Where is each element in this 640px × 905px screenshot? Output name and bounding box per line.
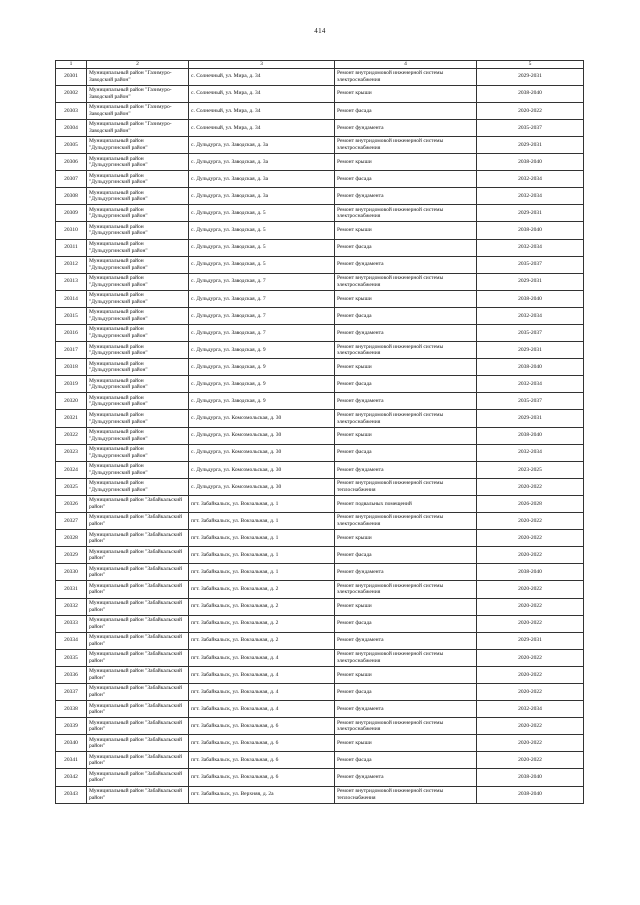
work-type-cell: Ремонт крыши — [335, 359, 477, 376]
row-number-cell: 20308 — [56, 188, 87, 205]
municipality-cell: Муниципальный район "Дульдургинский район" — [87, 307, 189, 324]
row-number-cell: 20327 — [56, 513, 87, 530]
work-type-cell: Ремонт крыши — [335, 427, 477, 444]
municipality-cell: Муниципальный район "Дульдургинский район" — [87, 136, 189, 153]
address-cell: пгт. Забайкальск, ул. Вокзальная, д. 1 — [189, 513, 335, 530]
period-cell: 2020-2022 — [477, 598, 584, 615]
municipality-cell: Муниципальный район "Дульдургинский район" — [87, 188, 189, 205]
table-row — [56, 786, 584, 803]
work-type-cell: Ремонт внутридомовой инженерной системы электроснабжения — [335, 273, 477, 290]
work-type-cell: Ремонт подвальных помещений — [335, 495, 477, 512]
row-number-cell: 20309 — [56, 205, 87, 222]
row-number-cell: 20316 — [56, 325, 87, 342]
row-number-cell: 20335 — [56, 649, 87, 666]
work-type-cell: Ремонт фундамента — [335, 564, 477, 581]
municipality-cell: Муниципальный район "Забайкальский район" — [87, 735, 189, 752]
table-row — [56, 581, 584, 598]
row-number-cell: 20314 — [56, 290, 87, 307]
address-cell: пгт. Забайкальск, ул. Вокзальная, д. 1 — [189, 495, 335, 512]
work-type-cell: Ремонт фасада — [335, 171, 477, 188]
work-type-cell: Ремонт фундамента — [335, 188, 477, 205]
municipality-cell: Муниципальный район "Забайкальский район" — [87, 547, 189, 564]
capital-repair-table — [55, 60, 584, 804]
work-type-cell: Ремонт фасада — [335, 307, 477, 324]
table-row — [56, 154, 584, 171]
row-number-cell: 20319 — [56, 376, 87, 393]
table-row — [56, 188, 584, 205]
address-cell: пгт. Забайкальск, ул. Вокзальная, д. 1 — [189, 530, 335, 547]
address-cell: пгт. Забайкальск, ул. Вокзальная, д. 6 — [189, 735, 335, 752]
municipality-cell: Муниципальный район "Забайкальский район" — [87, 752, 189, 769]
municipality-cell: Муниципальный район "Дульдургинский район" — [87, 256, 189, 273]
row-number-cell: 20343 — [56, 786, 87, 803]
row-number-cell: 20301 — [56, 68, 87, 85]
period-cell: 2020-2022 — [477, 547, 584, 564]
work-type-cell: Ремонт внутридомовой инженерной системы электроснабжения — [335, 718, 477, 735]
table-row — [56, 530, 584, 547]
period-cell: 2026-2028 — [477, 495, 584, 512]
address-cell: с. Дульдурга, ул. Заводская, д. 7 — [189, 290, 335, 307]
address-cell: пгт. Забайкальск, ул. Вокзальная, д. 2 — [189, 615, 335, 632]
address-cell: с. Дульдурга, ул. Заводская, д. 5 — [189, 256, 335, 273]
row-number-cell: 20310 — [56, 222, 87, 239]
work-type-cell: Ремонт внутридомовой инженерной системы электроснабжения — [335, 136, 477, 153]
row-number-cell: 20306 — [56, 154, 87, 171]
address-cell: пгт. Забайкальск, ул. Вокзальная, д. 2 — [189, 632, 335, 649]
municipality-cell: Муниципальный район "Забайкальский район" — [87, 666, 189, 683]
work-type-cell: Ремонт фасада — [335, 102, 477, 119]
table-row — [56, 171, 584, 188]
address-cell: с. Дульдурга, ул. Заводская, д. 7 — [189, 325, 335, 342]
table-row — [56, 359, 584, 376]
table-row — [56, 325, 584, 342]
address-cell: пгт. Забайкальск, ул. Вокзальная, д. 1 — [189, 547, 335, 564]
period-cell: 2032-2034 — [477, 307, 584, 324]
work-type-cell: Ремонт внутридомовой инженерной системы теплоснабжения — [335, 786, 477, 803]
row-number-cell: 20302 — [56, 85, 87, 102]
table-row — [56, 119, 584, 136]
address-cell: с. Дульдурга, ул. Комсомольская, д. 30 — [189, 444, 335, 461]
row-number-cell: 20326 — [56, 495, 87, 512]
period-cell: 2038-2040 — [477, 564, 584, 581]
table-row — [56, 632, 584, 649]
table-row — [56, 205, 584, 222]
municipality-cell: Муниципальный район "Дульдургинский район" — [87, 444, 189, 461]
municipality-cell: Муниципальный район "Дульдургинский район" — [87, 290, 189, 307]
table-row — [56, 376, 584, 393]
municipality-cell: Муниципальный район "Газимуро-Заводский район" — [87, 85, 189, 102]
municipality-cell: Муниципальный район "Забайкальский район" — [87, 649, 189, 666]
period-cell: 2020-2022 — [477, 683, 584, 700]
municipality-cell: Муниципальный район "Забайкальский район" — [87, 495, 189, 512]
address-cell: с. Дульдурга, ул. Заводская, д. 3а — [189, 188, 335, 205]
address-cell: пгт. Забайкальск, ул. Вокзальная, д. 1 — [189, 564, 335, 581]
table-row — [56, 701, 584, 718]
work-type-cell: Ремонт фундамента — [335, 325, 477, 342]
address-cell: пгт. Забайкальск, ул. Вокзальная, д. 6 — [189, 718, 335, 735]
work-type-cell: Ремонт фасада — [335, 683, 477, 700]
municipality-cell: Муниципальный район "Дульдургинский район" — [87, 171, 189, 188]
municipality-cell: Муниципальный район "Дульдургинский район" — [87, 205, 189, 222]
period-cell: 2029-2031 — [477, 342, 584, 359]
municipality-cell: Муниципальный район "Забайкальский район" — [87, 632, 189, 649]
municipality-cell: Муниципальный район "Забайкальский район" — [87, 598, 189, 615]
row-number-cell: 20304 — [56, 119, 87, 136]
address-cell: с. Дульдурга, ул. Комсомольская, д. 30 — [189, 427, 335, 444]
address-cell: пгт. Забайкальск, ул. Вокзальная, д. 4 — [189, 649, 335, 666]
row-number-cell: 20313 — [56, 273, 87, 290]
row-number-cell: 20307 — [56, 171, 87, 188]
table-row — [56, 222, 584, 239]
table-row — [56, 615, 584, 632]
period-cell: 2032-2034 — [477, 701, 584, 718]
municipality-cell: Муниципальный район "Дульдургинский район" — [87, 342, 189, 359]
period-cell: 2020-2022 — [477, 478, 584, 495]
address-cell: пгт. Забайкальск, ул. Вокзальная, д. 4 — [189, 683, 335, 700]
municipality-cell: Муниципальный район "Дульдургинский район" — [87, 325, 189, 342]
period-cell: 2035-2037 — [477, 119, 584, 136]
period-cell: 2029-2031 — [477, 632, 584, 649]
municipality-cell: Муниципальный район "Газимуро-Заводский район" — [87, 68, 189, 85]
row-number-cell: 20342 — [56, 769, 87, 786]
work-type-cell: Ремонт фасада — [335, 376, 477, 393]
address-cell: пгт. Забайкальск, ул. Вокзальная, д. 6 — [189, 769, 335, 786]
period-cell: 2020-2022 — [477, 718, 584, 735]
column-header: 4 — [335, 61, 477, 69]
table-row — [56, 342, 584, 359]
period-cell: 2023-2025 — [477, 461, 584, 478]
work-type-cell: Ремонт внутридомовой инженерной системы электроснабжения — [335, 68, 477, 85]
row-number-cell: 20336 — [56, 666, 87, 683]
municipality-cell: Муниципальный район "Дульдургинский район" — [87, 273, 189, 290]
work-type-cell: Ремонт фундамента — [335, 632, 477, 649]
row-number-cell: 20318 — [56, 359, 87, 376]
municipality-cell: Муниципальный район "Забайкальский район" — [87, 701, 189, 718]
period-cell: 2038-2040 — [477, 85, 584, 102]
work-type-cell: Ремонт крыши — [335, 666, 477, 683]
address-cell: с. Дульдурга, ул. Заводская, д. 5 — [189, 222, 335, 239]
row-number-cell: 20334 — [56, 632, 87, 649]
address-cell: с. Дульдурга, ул. Комсомольская, д. 30 — [189, 410, 335, 427]
table-row — [56, 649, 584, 666]
table-row — [56, 735, 584, 752]
row-number-cell: 20322 — [56, 427, 87, 444]
work-type-cell: Ремонт крыши — [335, 222, 477, 239]
period-cell: 2020-2022 — [477, 513, 584, 530]
address-cell: с. Дульдурга, ул. Заводская, д. 7 — [189, 307, 335, 324]
municipality-cell: Муниципальный район "Забайкальский район" — [87, 564, 189, 581]
period-cell: 2032-2034 — [477, 444, 584, 461]
period-cell: 2032-2034 — [477, 376, 584, 393]
work-type-cell: Ремонт фундамента — [335, 119, 477, 136]
address-cell: пгт. Забайкальск, ул. Вокзальная, д. 2 — [189, 581, 335, 598]
work-type-cell: Ремонт внутридомовой инженерной системы теплоснабжения — [335, 478, 477, 495]
work-type-cell: Ремонт внутридомовой инженерной системы электроснабжения — [335, 342, 477, 359]
work-type-cell: Ремонт внутридомовой инженерной системы электроснабжения — [335, 410, 477, 427]
row-number-cell: 20324 — [56, 461, 87, 478]
municipality-cell: Муниципальный район "Дульдургинский район" — [87, 410, 189, 427]
row-number-cell: 20338 — [56, 701, 87, 718]
period-cell: 2038-2040 — [477, 222, 584, 239]
municipality-cell: Муниципальный район "Забайкальский район" — [87, 718, 189, 735]
table-row — [56, 239, 584, 256]
address-cell: пгт. Забайкальск, ул. Вокзальная, д. 4 — [189, 666, 335, 683]
table-row — [56, 307, 584, 324]
work-type-cell: Ремонт фундамента — [335, 393, 477, 410]
period-cell: 2020-2022 — [477, 752, 584, 769]
period-cell: 2020-2022 — [477, 666, 584, 683]
address-cell: с. Солнечный, ул. Мира, д. 34 — [189, 85, 335, 102]
work-type-cell: Ремонт фасада — [335, 239, 477, 256]
address-cell: с. Дульдурга, ул. Заводская, д. 3а — [189, 171, 335, 188]
table-row — [56, 102, 584, 119]
municipality-cell: Муниципальный район "Забайкальский район" — [87, 615, 189, 632]
table-row — [56, 290, 584, 307]
row-number-cell: 20333 — [56, 615, 87, 632]
work-type-cell: Ремонт внутридомовой инженерной системы электроснабжения — [335, 581, 477, 598]
row-number-cell: 20330 — [56, 564, 87, 581]
municipality-cell: Муниципальный район "Забайкальский район" — [87, 683, 189, 700]
address-cell: с. Солнечный, ул. Мира, д. 34 — [189, 119, 335, 136]
work-type-cell: Ремонт фасада — [335, 615, 477, 632]
work-type-cell: Ремонт крыши — [335, 735, 477, 752]
work-type-cell: Ремонт крыши — [335, 530, 477, 547]
table-row — [56, 666, 584, 683]
page-number: 414 — [314, 27, 326, 35]
period-cell: 2032-2034 — [477, 171, 584, 188]
row-number-cell: 20340 — [56, 735, 87, 752]
address-cell: с. Дульдурга, ул. Заводская, д. 5 — [189, 239, 335, 256]
municipality-cell: Муниципальный район "Дульдургинский район" — [87, 239, 189, 256]
row-number-cell: 20331 — [56, 581, 87, 598]
municipality-cell: Муниципальный район "Дульдургинский район" — [87, 359, 189, 376]
column-number-row — [56, 61, 584, 69]
work-type-cell: Ремонт фундамента — [335, 701, 477, 718]
table-row — [56, 513, 584, 530]
period-cell: 2038-2040 — [477, 290, 584, 307]
row-number-cell: 20312 — [56, 256, 87, 273]
period-cell: 2038-2040 — [477, 769, 584, 786]
table-row — [56, 718, 584, 735]
municipality-cell: Муниципальный район "Дульдургинский район" — [87, 222, 189, 239]
municipality-cell: Муниципальный район "Забайкальский район" — [87, 530, 189, 547]
address-cell: с. Дульдурга, ул. Комсомольская, д. 30 — [189, 461, 335, 478]
period-cell: 2038-2040 — [477, 427, 584, 444]
row-number-cell: 20329 — [56, 547, 87, 564]
municipality-cell: Муниципальный район "Дульдургинский район" — [87, 427, 189, 444]
period-cell: 2032-2034 — [477, 239, 584, 256]
row-number-cell: 20303 — [56, 102, 87, 119]
row-number-cell: 20320 — [56, 393, 87, 410]
address-cell: с. Дульдурга, ул. Заводская, д. 3а — [189, 136, 335, 153]
table-row — [56, 683, 584, 700]
table-body — [56, 68, 584, 803]
work-type-cell: Ремонт фасада — [335, 547, 477, 564]
work-type-cell: Ремонт фундамента — [335, 769, 477, 786]
municipality-cell: Муниципальный район "Забайкальский район" — [87, 769, 189, 786]
municipality-cell: Муниципальный район "Дульдургинский район" — [87, 478, 189, 495]
row-number-cell: 20325 — [56, 478, 87, 495]
table-row — [56, 410, 584, 427]
work-type-cell: Ремонт крыши — [335, 290, 477, 307]
period-cell: 2029-2031 — [477, 136, 584, 153]
period-cell: 2029-2031 — [477, 205, 584, 222]
municipality-cell: Муниципальный район "Забайкальский район" — [87, 513, 189, 530]
address-cell: пгт. Забайкальск, ул. Вокзальная, д. 6 — [189, 752, 335, 769]
municipality-cell: Муниципальный район "Дульдургинский район" — [87, 393, 189, 410]
work-type-cell: Ремонт внутридомовой инженерной системы электроснабжения — [335, 205, 477, 222]
address-cell: с. Дульдурга, ул. Заводская, д. 9 — [189, 376, 335, 393]
work-type-cell: Ремонт фундамента — [335, 461, 477, 478]
address-cell: пгт. Забайкальск, ул. Вокзальная, д. 2 — [189, 598, 335, 615]
table-row — [56, 461, 584, 478]
address-cell: с. Дульдурга, ул. Заводская, д. 3а — [189, 154, 335, 171]
table-row — [56, 769, 584, 786]
column-header: 3 — [189, 61, 335, 69]
row-number-cell: 20321 — [56, 410, 87, 427]
address-cell: с. Дульдурга, ул. Заводская, д. 9 — [189, 393, 335, 410]
row-number-cell: 20323 — [56, 444, 87, 461]
address-cell: с. Дульдурга, ул. Комсомольская, д. 30 — [189, 478, 335, 495]
municipality-cell: Муниципальный район "Забайкальский район" — [87, 581, 189, 598]
municipality-cell: Муниципальный район "Забайкальский район" — [87, 786, 189, 803]
work-type-cell: Ремонт внутридомовой инженерной системы электроснабжения — [335, 649, 477, 666]
period-cell: 2032-2034 — [477, 188, 584, 205]
work-type-cell: Ремонт внутридомовой инженерной системы электроснабжения — [335, 513, 477, 530]
table-row — [56, 478, 584, 495]
row-number-cell: 20315 — [56, 307, 87, 324]
row-number-cell: 20328 — [56, 530, 87, 547]
column-header: 2 — [87, 61, 189, 69]
municipality-cell: Муниципальный район "Дульдургинский район" — [87, 154, 189, 171]
column-header: 1 — [56, 61, 87, 69]
table-row — [56, 273, 584, 290]
column-header: 5 — [477, 61, 584, 69]
period-cell: 2029-2031 — [477, 410, 584, 427]
table-row — [56, 547, 584, 564]
work-type-cell: Ремонт крыши — [335, 598, 477, 615]
row-number-cell: 20311 — [56, 239, 87, 256]
row-number-cell: 20305 — [56, 136, 87, 153]
work-type-cell: Ремонт фасада — [335, 444, 477, 461]
municipality-cell: Муниципальный район "Газимуро-Заводский район" — [87, 102, 189, 119]
table-row — [56, 427, 584, 444]
row-number-cell: 20339 — [56, 718, 87, 735]
table-row — [56, 444, 584, 461]
row-number-cell: 20341 — [56, 752, 87, 769]
address-cell: с. Солнечный, ул. Мира, д. 34 — [189, 102, 335, 119]
row-number-cell: 20317 — [56, 342, 87, 359]
period-cell: 2029-2031 — [477, 273, 584, 290]
period-cell: 2038-2040 — [477, 154, 584, 171]
row-number-cell: 20337 — [56, 683, 87, 700]
address-cell: с. Дульдурга, ул. Заводская, д. 9 — [189, 359, 335, 376]
row-number-cell: 20332 — [56, 598, 87, 615]
address-cell: с. Дульдурга, ул. Заводская, д. 7 — [189, 273, 335, 290]
address-cell: пгт. Забайкальск, ул. Вокзальная, д. 4 — [189, 701, 335, 718]
work-type-cell: Ремонт крыши — [335, 154, 477, 171]
table-row — [56, 256, 584, 273]
table-row — [56, 752, 584, 769]
municipality-cell: Муниципальный район "Дульдургинский район" — [87, 461, 189, 478]
period-cell: 2020-2022 — [477, 530, 584, 547]
municipality-cell: Муниципальный район "Дульдургинский район" — [87, 376, 189, 393]
address-cell: с. Солнечный, ул. Мира, д. 34 — [189, 68, 335, 85]
period-cell: 2038-2040 — [477, 786, 584, 803]
table-row — [56, 85, 584, 102]
period-cell: 2020-2022 — [477, 615, 584, 632]
period-cell: 2035-2037 — [477, 256, 584, 273]
period-cell: 2020-2022 — [477, 735, 584, 752]
work-type-cell: Ремонт фундамента — [335, 256, 477, 273]
table-row — [56, 564, 584, 581]
address-cell: пгт. Забайкальск, ул. Верхняя, д. 2а — [189, 786, 335, 803]
work-type-cell: Ремонт крыши — [335, 85, 477, 102]
period-cell: 2020-2022 — [477, 649, 584, 666]
period-cell: 2020-2022 — [477, 581, 584, 598]
table-row — [56, 68, 584, 85]
period-cell: 2038-2040 — [477, 359, 584, 376]
period-cell: 2035-2037 — [477, 393, 584, 410]
address-cell: с. Дульдурга, ул. Заводская, д. 9 — [189, 342, 335, 359]
table-row — [56, 598, 584, 615]
period-cell: 2029-2031 — [477, 68, 584, 85]
table-row — [56, 495, 584, 512]
table-row — [56, 393, 584, 410]
municipality-cell: Муниципальный район "Газимуро-Заводский район" — [87, 119, 189, 136]
address-cell: с. Дульдурга, ул. Заводская, д. 5 — [189, 205, 335, 222]
period-cell: 2035-2037 — [477, 325, 584, 342]
period-cell: 2020-2022 — [477, 102, 584, 119]
table-row — [56, 136, 584, 153]
work-type-cell: Ремонт фасада — [335, 752, 477, 769]
